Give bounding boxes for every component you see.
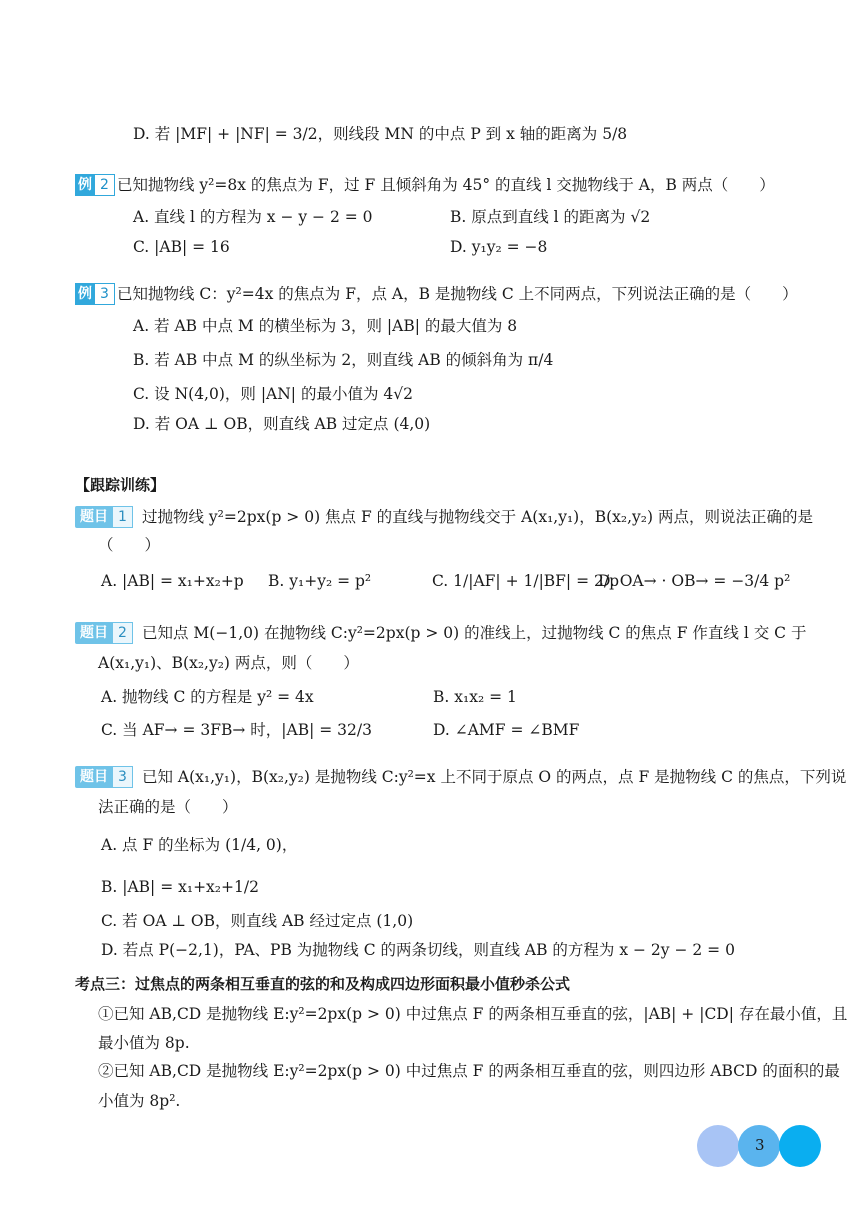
example-2-option-d: D. y₁y₂ = −8 — [450, 238, 548, 256]
problem-1-text: 过抛物线 y²=2px(p > 0) 焦点 F 的直线与抛物线交于 A(x₁,y₁)，B(x₂,y₂) 两点，则说法正确的是 — [142, 508, 813, 526]
example-3-option-b: B. 若 AB 中点 M 的纵坐标为 2，则直线 AB 的倾斜角为 π/4 — [133, 351, 554, 369]
example-label: 例 — [75, 174, 95, 196]
key-point-item-2: ②已知 AB,CD 是抛物线 E:y²=2px(p > 0) 中过焦点 F 的两条相互垂直的弦，则四边形 ABCD 的面积的最 — [98, 1062, 840, 1080]
problem-2-option-a: A. 抛物线 C 的方程是 y² = 4x — [101, 688, 314, 706]
problem-tag-3 — [75, 766, 133, 788]
problem-1-option-d: D. OA→ · OB→ = −3/4 p² — [598, 572, 791, 590]
example-3-text: 已知抛物线 C：y²=4x 的焦点为 F，点 A，B 是抛物线 C 上不同两点，下列说法正确的是（ ） — [117, 285, 798, 303]
option-d-prev: D. 若 |MF| + |NF| = 3/2，则线段 MN 的中点 P 到 x 轴的距离为 5/8 — [133, 125, 628, 143]
page-number: 3 — [755, 1136, 765, 1154]
decor-circle-1 — [697, 1125, 739, 1167]
key-point-item-1: ①已知 AB,CD 是抛物线 E:y²=2px(p > 0) 中过焦点 F 的两条相互垂直的弦，|AB| + |CD| 存在最小值，且 — [98, 1005, 848, 1023]
example-number: 2 — [95, 174, 115, 196]
problem-2-text: 已知点 M(−1,0) 在抛物线 C:y²=2px(p > 0) 的准线上，过抛物线 C 的焦点 F 作直线 l 交 C 于 — [142, 624, 807, 642]
key-point-3-heading: 考点三：过焦点的两条相互垂直的弦的和及构成四边形面积最小值秒杀公式 — [75, 975, 571, 993]
example-label: 例 — [75, 283, 95, 305]
key-point-item-2-cont: 小值为 8p². — [98, 1092, 181, 1110]
problem-3-option-d: D. 若点 P(−2,1)，PA、PB 为抛物线 C 的两条切线，则直线 AB 的方程为 x − 2y − 2 = 0 — [101, 941, 735, 959]
problem-label: 题目 — [75, 622, 113, 644]
problem-1-paren: （ ） — [98, 536, 161, 554]
example-2-option-c: C. |AB| = 16 — [133, 238, 230, 256]
key-point-item-1-cont: 最小值为 8p. — [98, 1034, 190, 1052]
example-2-option-b: B. 原点到直线 l 的距离为 √2 — [450, 208, 651, 226]
problem-2-text-cont: A(x₁,y₁)、B(x₂,y₂) 两点，则（ ） — [98, 654, 359, 672]
problem-number: 1 — [113, 506, 133, 528]
problem-1-option-b: B. y₁+y₂ = p² — [268, 572, 372, 590]
example-tag-3 — [75, 283, 115, 305]
problem-3-text: 已知 A(x₁,y₁)，B(x₂,y₂) 是抛物线 C:y²=x 上不同于原点 O 的两点，点 F 是抛物线 C 的焦点，下列说 — [142, 768, 847, 786]
problem-tag-1 — [75, 506, 133, 528]
problem-label: 题目 — [75, 766, 113, 788]
example-3-option-d: D. 若 OA ⊥ OB，则直线 AB 过定点 (4,0) — [133, 415, 431, 433]
example-2-option-a: A. 直线 l 的方程为 x − y − 2 = 0 — [133, 208, 373, 226]
problem-3-text-cont: 法正确的是（ ） — [98, 798, 238, 816]
track-training-heading: 【跟踪训练】 — [75, 476, 166, 494]
problem-number: 3 — [113, 766, 133, 788]
example-number: 3 — [95, 283, 115, 305]
decor-circle-3 — [779, 1125, 821, 1167]
problem-2-option-c: C. 当 AF→ = 3FB→ 时，|AB| = 32/3 — [101, 721, 372, 739]
example-3-option-a: A. 若 AB 中点 M 的横坐标为 3，则 |AB| 的最大值为 8 — [133, 317, 518, 335]
problem-2-option-b: B. x₁x₂ = 1 — [433, 688, 517, 706]
problem-number: 2 — [113, 622, 133, 644]
example-2-text: 已知抛物线 y²=8x 的焦点为 F，过 F 且倾斜角为 45° 的直线 l 交抛物线于 A，B 两点（ ） — [117, 176, 775, 194]
problem-3-option-c: C. 若 OA ⊥ OB，则直线 AB 经过定点 (1,0) — [101, 912, 414, 930]
problem-tag-2 — [75, 622, 133, 644]
problem-1-option-a: A. |AB| = x₁+x₂+p — [101, 572, 244, 590]
problem-1-option-c: C. 1/|AF| + 1/|BF| = 2/p — [432, 572, 619, 590]
example-3-option-c: C. 设 N(4,0)，则 |AN| 的最小值为 4√2 — [133, 385, 413, 403]
problem-2-option-d: D. ∠AMF = ∠BMF — [433, 721, 580, 739]
problem-3-option-b: B. |AB| = x₁+x₂+1/2 — [101, 878, 259, 896]
problem-label: 题目 — [75, 506, 113, 528]
example-tag-2 — [75, 174, 115, 196]
problem-3-option-a: A. 点 F 的坐标为 (1/4, 0)， — [101, 836, 298, 854]
